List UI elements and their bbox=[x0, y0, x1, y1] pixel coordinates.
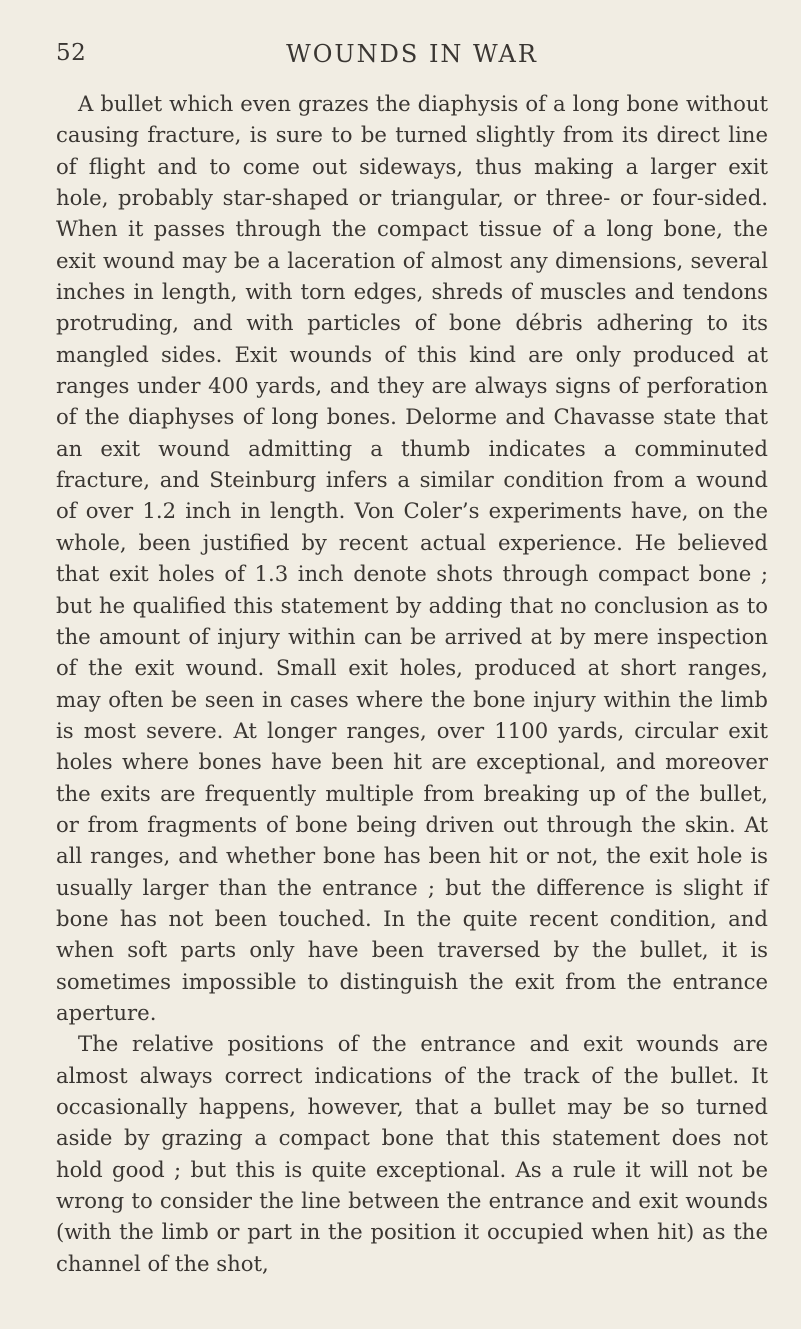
paragraph-wound-positions: The relative positions of the entrance and exit wounds are almost always correct indications of the track of the bullet. It occasionally happens, however, that a bullet may be so turned aside by grazing a compact bone that this statement does not hold good ; but this is quite exceptional. As a rule it will not be wrong to consider the line between the entrance and exit wounds (with the limb or part in the position it occupied when hit) as the channel of the shot, bbox=[56, 1031, 768, 1276]
running-title: WOUNDS IN WAR bbox=[286, 40, 538, 68]
page-number: 52 bbox=[56, 40, 87, 66]
running-head bbox=[56, 40, 768, 80]
body-text bbox=[56, 88, 768, 1279]
paragraph-exit-wounds: A bullet which even grazes the diaphysis of a long bone without causing fracture, is sure to be turned slightly from its direct line of flight and to come out sideways, thus making a larger exit hole, probably star-shaped or triangular, or three- or four-sided. When it passes through the compact tissue of a long bone, the exit wound may be a laceration of almost any dimensions, several inches in length, with torn edges, shreds of muscles and tendons protruding, and with particles of bone débris adhering to its mangled sides. Exit wounds of this kind are only produced at ranges under 400 yards, and they are always signs of perforation of the diaphyses of long bones. Delorme and Chavasse state that an exit wound admitting a thumb indicates a comminuted fracture, and Steinburg infers a similar condition from a wound of over 1.2 inch in length. Von Coler’s experiments have, on the whole, been justified by recent actual experience. He believed that exit holes of 1.3 inch denote shots through compact bone ; but he qualified this statement by adding that no conclusion as to the amount of injury within can be arrived at by mere inspection of the exit wound. Small exit holes, produced at short ranges, may often be seen in cases where the bone injury within the limb is most severe. At longer ranges, over 1100 yards, circular exit holes where bones have been hit are exceptional, and moreover the exits are frequently multiple from breaking up of the bullet, or from fragments of bone being driven out through the skin. At all ranges, and whether bone has been hit or not, the exit hole is usually larger than the entrance ; but the difference is slight if bone has not been touched. In the quite recent condition, and when soft parts only have been traversed by the bullet, it is sometimes impossible to distinguish the exit from the entrance aperture. bbox=[56, 91, 768, 1025]
